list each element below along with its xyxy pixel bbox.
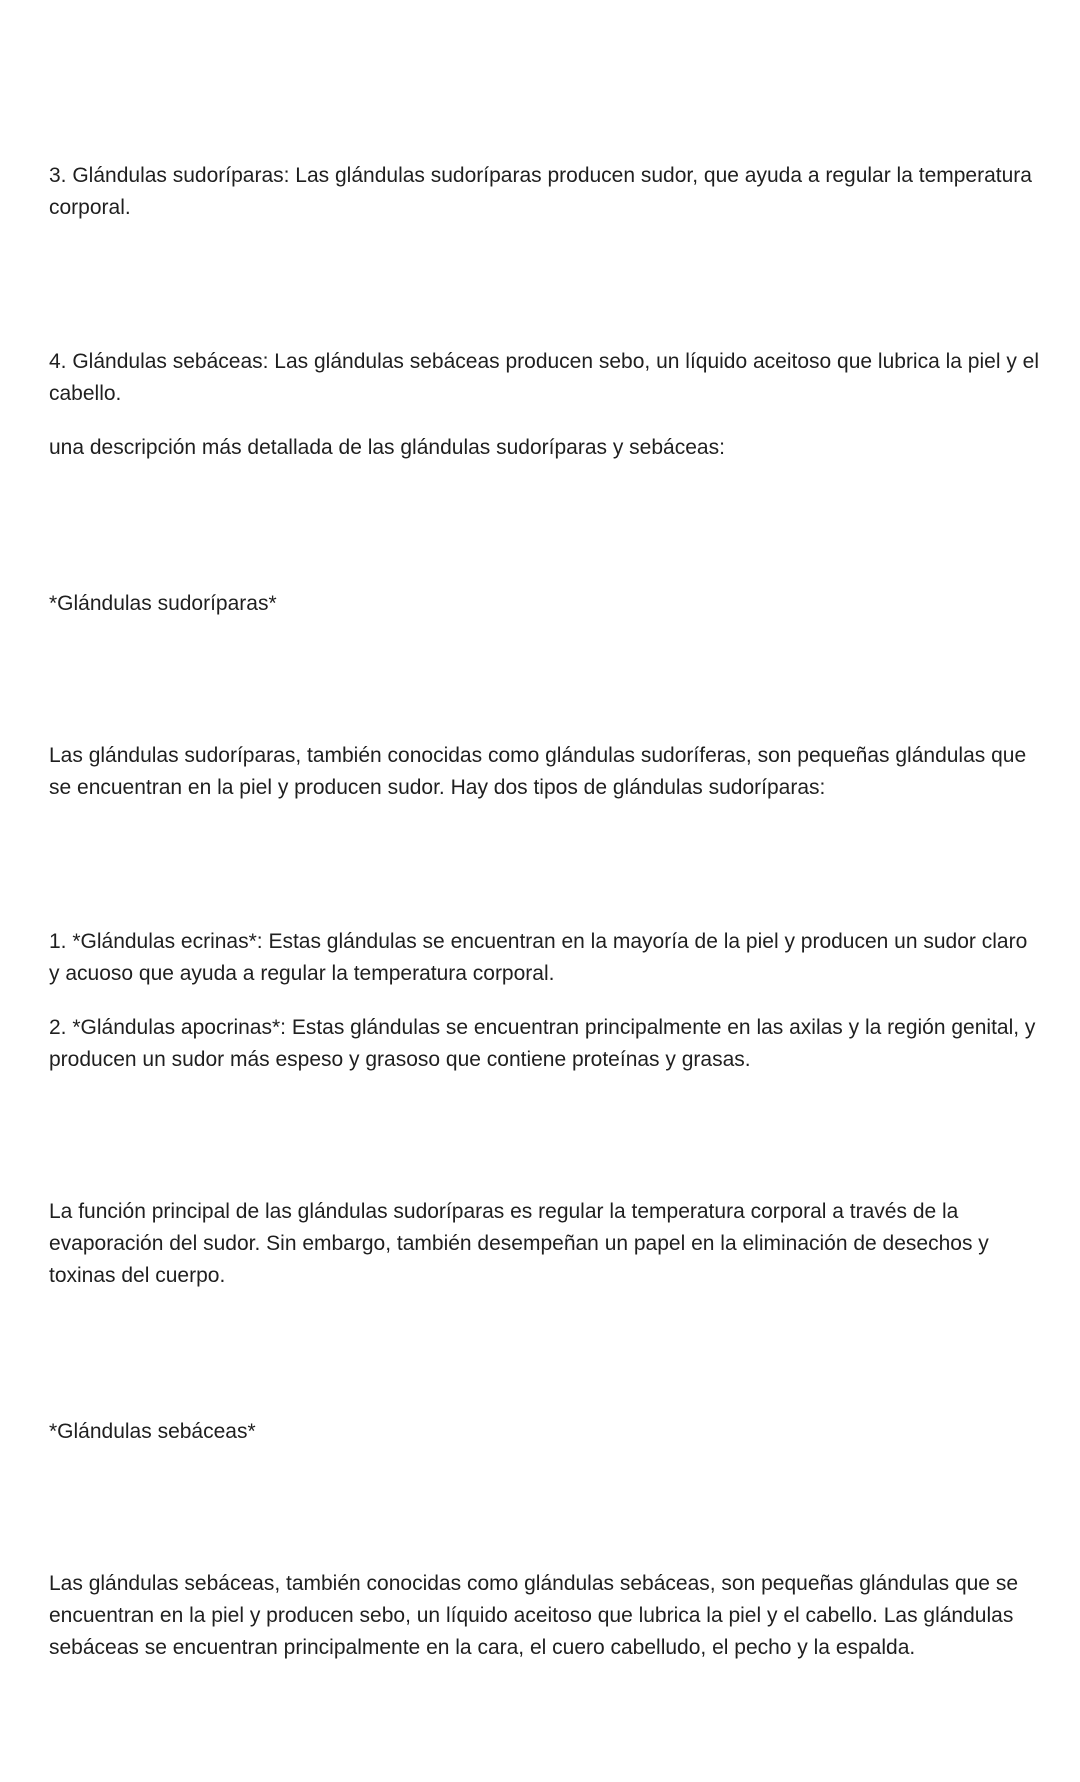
list-item-apocrine-glands: 2. *Glándulas apocrinas*: Estas glándulas se encuentran principalmente en las axilas y la región genital, y producen un sudor más espeso y grasoso que contiene proteínas y grasas. — [49, 1016, 1036, 1071]
paragraph-sebaceous-glands-item: 4. Glándulas sebáceas: Las glándulas sebáceas producen sebo, un líquido aceitoso que lubrica la piel y el cabello. — [49, 350, 1039, 405]
heading-sweat-glands: *Glándulas sudoríparas* — [49, 592, 277, 615]
list-item-eccrine-glands: 1. *Glándulas ecrinas*: Estas glándulas se encuentran en la mayoría de la piel y producen un sudor claro y acuoso que ayuda a regular la temperatura corporal. — [49, 930, 1028, 985]
heading-sebaceous-glands: *Glándulas sebáceas* — [49, 1420, 256, 1443]
paragraph-sebaceous-glands-description: Las glándulas sebáceas, también conocidas como glándulas sebáceas, son pequeñas glándulas que se encuentran en la piel y producen sebo, un líquido aceitoso que lubrica la piel y el cabello. Las glándulas sebáceas se encuentran principalmente en la cara, el cuero cabelludo, el pecho y la espalda. — [49, 1572, 1019, 1659]
paragraph-intro-detailed: una descripción más detallada de las glándulas sudoríparas y sebáceas: — [49, 436, 725, 459]
paragraph-sweat-glands-item: 3. Glándulas sudoríparas: Las glándulas sudoríparas producen sudor, que ayuda a regular la temperatura corporal. — [49, 164, 1032, 219]
paragraph-sweat-glands-description: Las glándulas sudoríparas, también conocidas como glándulas sudoríferas, son pequeñas glándulas que se encuentran en la piel y producen sudor. Hay dos tipos de glándulas sudoríparas: — [49, 744, 1027, 799]
paragraph-sweat-glands-function: La función principal de las glándulas sudoríparas es regular la temperatura corporal a través de la evaporación del sudor. Sin embargo, también desempeñan un papel en la eliminación de desechos y toxinas del cuerpo. — [49, 1200, 989, 1287]
